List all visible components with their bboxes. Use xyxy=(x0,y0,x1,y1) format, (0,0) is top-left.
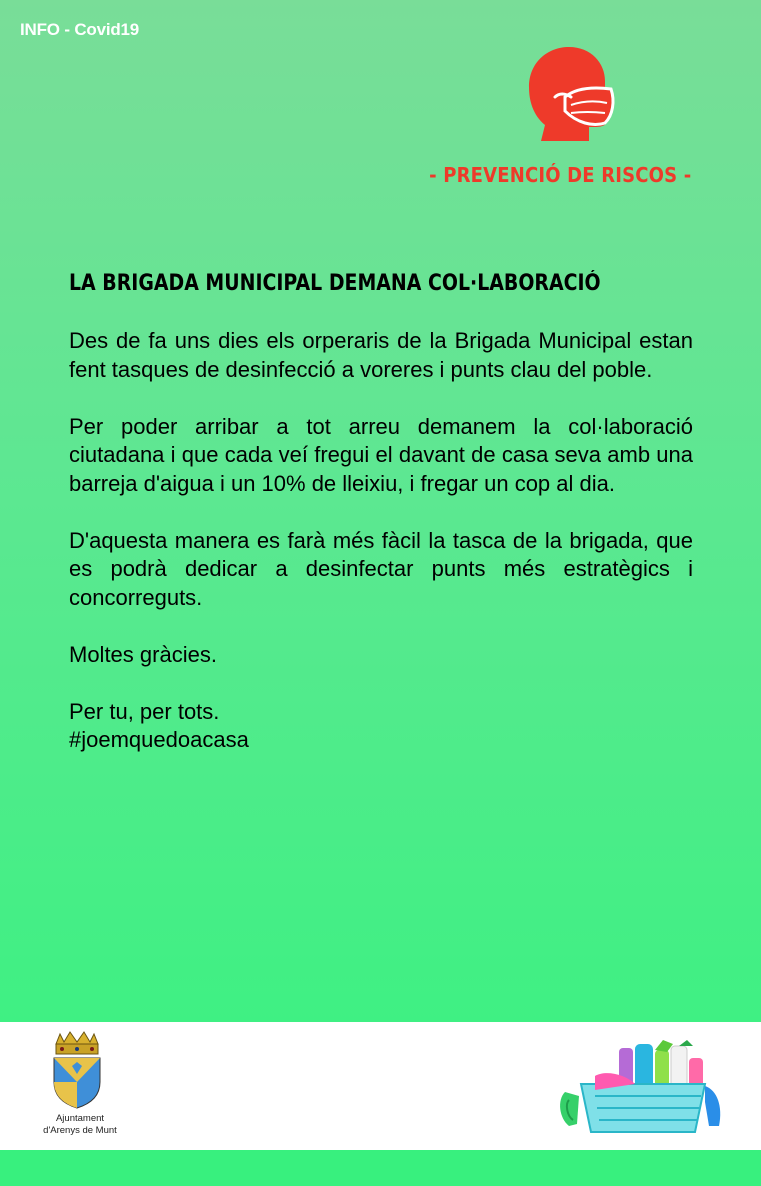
bottom-band xyxy=(0,1150,761,1186)
municipal-crest-icon xyxy=(50,1030,104,1110)
thanks-line: Moltes gràcies. xyxy=(69,641,217,667)
org-line-2: d'Arenys de Munt xyxy=(43,1125,117,1136)
cleaning-basket-icon xyxy=(555,1040,725,1140)
face-mask-icon xyxy=(525,45,617,141)
info-tag: INFO - Covid19 xyxy=(20,20,140,39)
closing-line: Per tu, per tots. xyxy=(69,698,220,724)
section-subtitle: - PREVENCIÓ DE RISCOS - xyxy=(428,163,691,187)
article-body xyxy=(69,327,693,755)
hashtag: #joemquedoacasa xyxy=(69,727,249,752)
article-title: LA BRIGADA MUNICIPAL DEMANA COL·LABORACIÓ xyxy=(69,271,601,296)
paragraph-3: D'aquesta manera es farà més fàcil la tasca de la brigada, que es podrà dedicar a desinfectar punts més estratègics i concorreguts. xyxy=(69,527,693,610)
paragraph-1: Des de fa uns dies els orperaris de la Brigada Municipal estan fent tasques de desinfecció a voreres i punts clau del poble. xyxy=(69,328,693,382)
municipality-name xyxy=(30,1113,130,1137)
paragraph-2: Per poder arribar a tot arreu demanem la col·laboració ciutadana i que cada veí fregui el davant de casa seva amb una barreja d'aigua i un 10% de lleixiu, i fregar un cop al dia. xyxy=(69,413,693,496)
org-line-1: Ajuntament xyxy=(55,1113,105,1124)
